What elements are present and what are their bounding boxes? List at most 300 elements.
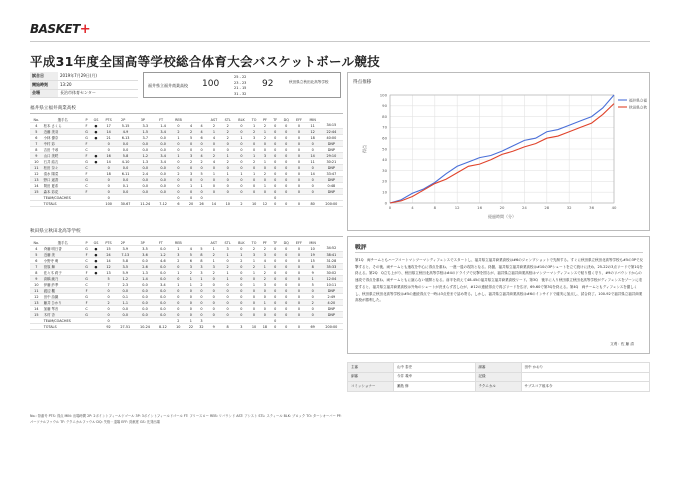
stat-cell: 田中 詩織 xyxy=(43,294,83,300)
stat-cell: ● xyxy=(90,252,101,258)
stat-cell: 0 xyxy=(270,306,280,312)
stat-cell: 小林 優奈 xyxy=(43,135,83,141)
stat-cell: 0 xyxy=(306,294,320,300)
column-header: PF xyxy=(260,240,271,246)
stat-cell: 0 xyxy=(234,246,248,252)
y-tick-label: 50 xyxy=(382,146,387,152)
stat-cell xyxy=(30,324,43,330)
stat-cell: 0-0 xyxy=(135,183,155,189)
stat-cell: C xyxy=(83,258,91,264)
quarter-score: 23 - 23 xyxy=(234,80,247,85)
stat-cell: 2 xyxy=(207,252,221,258)
column-header: 選手名 xyxy=(43,240,83,246)
stat-cell: F xyxy=(83,252,91,258)
chart-title: 得点推移 xyxy=(353,80,372,85)
stat-cell: 3 xyxy=(186,264,197,270)
official-role: 副審 xyxy=(475,363,521,373)
y-tick-label: 0 xyxy=(384,200,387,206)
stat-cell: 0 xyxy=(292,177,305,183)
stat-cell: 0 xyxy=(249,141,260,147)
stat-cell: 0-0 xyxy=(135,177,155,183)
stat-cell: ● xyxy=(90,270,101,276)
stat-cell: 0 xyxy=(292,252,305,258)
stat-cell: 0 xyxy=(196,189,207,195)
stat-cell: 3 xyxy=(171,252,186,258)
stat-cell: 0 xyxy=(171,165,186,171)
stat-cell: 0 xyxy=(280,201,292,207)
stat-cell: 0 xyxy=(102,288,116,294)
column-header: BLK xyxy=(234,240,248,246)
stat-cell: 12 xyxy=(306,129,320,135)
stat-cell: 3-6 xyxy=(135,252,155,258)
column-header: DQ xyxy=(280,117,292,123)
stat-cell: 3-9 xyxy=(115,246,135,252)
column-header: MIN xyxy=(306,240,320,246)
stat-cell: 92 xyxy=(102,324,116,330)
stat-cell: 0-1 xyxy=(115,294,135,300)
stat-cell: 0-0 xyxy=(155,135,171,141)
official-role: テクニカル xyxy=(475,382,521,392)
stat-cell: 0 xyxy=(102,183,116,189)
stat-cell: 0 xyxy=(221,288,235,294)
y-tick-label: 100 xyxy=(379,92,387,98)
column-header: GS xyxy=(90,240,101,246)
stat-cell: 1 xyxy=(260,264,271,270)
stat-cell: 2 xyxy=(248,246,259,252)
stat-cell: F xyxy=(83,288,91,294)
column-header: AST xyxy=(207,117,221,123)
stat-cell: 0-0 xyxy=(155,189,171,195)
column-header: REB xyxy=(171,240,186,246)
stat-cell: 石井 結衣 xyxy=(43,159,83,165)
stat-cell: G xyxy=(83,264,91,270)
column-header: FT xyxy=(155,117,167,123)
stat-cell: 0 xyxy=(292,306,305,312)
stat-cell: 0 xyxy=(102,318,116,324)
stat-cell: 0 xyxy=(207,189,221,195)
stat-cell: 4-10 xyxy=(116,159,136,165)
stat-cell: 0 xyxy=(270,129,280,135)
stat-cell: 0 xyxy=(171,189,186,195)
home-team-name: 福井県立福井商業高校 xyxy=(148,83,188,88)
stat-cell: 0 xyxy=(292,123,305,129)
y-tick-label: 40 xyxy=(382,157,387,163)
stat-cell: 1 xyxy=(248,270,259,276)
team2-boxscore xyxy=(30,240,343,330)
stat-cell: 0 xyxy=(207,300,221,306)
stat-cell: 0 xyxy=(171,147,186,153)
column-header: STL xyxy=(221,240,235,246)
stat-cell: 佐々木 莉子 xyxy=(43,270,83,276)
stat-cell: 1-4 xyxy=(155,123,171,129)
stat-cell: 0 xyxy=(102,312,116,318)
stat-cell: 0 xyxy=(234,270,248,276)
stat-cell: 0 xyxy=(221,312,235,318)
stat-cell: 4-9 xyxy=(116,129,136,135)
stat-cell: 0 xyxy=(248,306,259,312)
stat-cell: 0 xyxy=(280,171,292,177)
stat-cell: 1-3 xyxy=(135,270,155,276)
stat-cell: 17 xyxy=(102,123,116,129)
stat-cell: 7 xyxy=(30,264,43,270)
x-tick-label: 12 xyxy=(454,205,460,210)
stat-cell: 1 xyxy=(221,171,234,177)
stat-cell: 0 xyxy=(171,177,186,183)
stat-cell: 0 xyxy=(292,258,305,264)
stat-cell: 10:11 xyxy=(320,282,343,288)
stat-cell: 5 xyxy=(102,276,116,282)
player-row xyxy=(30,324,343,330)
stat-cell: 10 xyxy=(249,201,260,207)
stat-cell: 3 xyxy=(207,264,221,270)
stat-cell: 2 xyxy=(249,159,260,165)
stat-cell: 0 xyxy=(249,165,260,171)
stat-cell: 8 xyxy=(196,258,207,264)
stat-cell: 1 xyxy=(171,282,186,288)
stat-cell: 3-7 xyxy=(135,135,155,141)
stat-cell: 0 xyxy=(234,141,248,147)
stat-cell: 3 xyxy=(186,171,197,177)
stat-cell: 0 xyxy=(270,264,280,270)
stat-cell: 0 xyxy=(280,258,292,264)
stat-cell: 0 xyxy=(260,189,271,195)
stat-cell: 2 xyxy=(102,300,116,306)
stat-cell: 0 xyxy=(102,147,116,153)
stat-cell: 10 xyxy=(248,324,259,330)
stat-cell: 2 xyxy=(207,123,221,129)
stat-cell: 0 xyxy=(171,312,186,318)
stat-cell: 0-0 xyxy=(155,306,171,312)
stat-cell: 0 xyxy=(234,123,248,129)
stat-cell: 40:00 xyxy=(320,135,343,141)
stat-cell: 0 xyxy=(306,189,320,195)
stat-cell: 0 xyxy=(292,171,305,177)
stat-cell: 0 xyxy=(186,165,197,171)
stat-cell: 15 xyxy=(102,246,116,252)
stat-cell: 3 xyxy=(260,153,271,159)
stat-cell: 1 xyxy=(196,276,207,282)
stat-cell: 0 xyxy=(186,195,197,201)
stat-cell: 0 xyxy=(260,288,271,294)
official-name: 田中 かおり xyxy=(521,363,650,373)
stat-cell: 0 xyxy=(221,147,234,153)
stat-cell: 0 xyxy=(270,123,280,129)
stat-cell: 0-0 xyxy=(135,300,155,306)
stat-cell: 0 xyxy=(292,264,305,270)
stat-cell: 1 xyxy=(186,318,197,324)
stat-cell: 2 xyxy=(221,123,234,129)
stat-cell: 中村 彩 xyxy=(43,141,83,147)
stat-cell: DNP xyxy=(320,189,343,195)
stat-cell: 0 xyxy=(270,165,280,171)
stat-cell: 1 xyxy=(260,183,271,189)
stat-cell: 0 xyxy=(280,288,292,294)
stat-cell: 0 xyxy=(270,312,280,318)
stat-cell: 0 xyxy=(248,312,259,318)
stat-cell: 0-0 xyxy=(135,141,155,147)
stat-cell: 0 xyxy=(280,183,292,189)
stat-cell: 11 xyxy=(30,165,43,171)
stat-cell: 0 xyxy=(280,147,292,153)
stat-cell: 1 xyxy=(221,270,235,276)
stat-cell: 0 xyxy=(171,276,186,282)
stat-cell: 0 xyxy=(171,159,186,165)
stat-cell: 松本 さくら xyxy=(43,123,83,129)
stat-cell: 1 xyxy=(207,129,221,135)
info-value: 13:20 xyxy=(58,81,138,90)
stat-cell: ● xyxy=(90,135,101,141)
stat-cell: 15 xyxy=(306,258,320,264)
column-header: 2P xyxy=(115,240,130,246)
stat-cell: G xyxy=(83,135,91,141)
stat-cell: 0 xyxy=(186,147,197,153)
stat-cell: 0 xyxy=(171,141,186,147)
stat-cell: 0-0 xyxy=(116,165,136,171)
stat-cell: 0-0 xyxy=(116,141,136,147)
stat-cell: 2 xyxy=(260,270,271,276)
stat-cell: 1-1 xyxy=(115,300,135,306)
stat-cell: 3 xyxy=(221,246,235,252)
quarter-scores xyxy=(234,75,246,97)
y-tick-label: 90 xyxy=(382,103,387,109)
team2-divider xyxy=(30,236,343,237)
stat-cell: 0 xyxy=(292,165,305,171)
stat-cell: 20 xyxy=(186,201,197,207)
column-header: GS xyxy=(90,117,101,123)
stat-cell: 2-4 xyxy=(135,171,155,177)
stat-cell: 0 xyxy=(234,312,248,318)
stat-cell: 2 xyxy=(171,171,186,177)
stat-cell: 5 xyxy=(30,252,43,258)
official-name: 瀬島 修 xyxy=(394,382,476,392)
stat-cell: 31:28 xyxy=(320,258,343,264)
stat-cell: 0 xyxy=(102,294,116,300)
stat-cell: 10 xyxy=(221,201,234,207)
basket-logo: BASKET+ xyxy=(30,22,91,37)
stat-cell: 0 xyxy=(171,300,186,306)
page-title: 平成31年度全国高等学校総合体育大会バスケットボール競技 xyxy=(30,54,380,69)
official-name: 今井 義幸 xyxy=(394,372,476,382)
quarter-score: 21 - 15 xyxy=(234,86,247,90)
stat-cell: 1 xyxy=(186,282,197,288)
stat-cell: 6 xyxy=(30,135,43,141)
info-value: 2019年7月29日(月) xyxy=(58,72,138,81)
stat-cell: G xyxy=(83,177,91,183)
column-header: TO xyxy=(248,240,259,246)
stat-cell: 13 xyxy=(30,300,43,306)
stat-cell: 2-3 xyxy=(115,282,135,288)
review-body: 第1Q 両チームともハーフコートマンツーマンディフェンスでスタートし、福井県立福井商業高校は#6のジャンプショットで先制する。すぐに秋田県立秋田北高等学校も#5の3Pで反撃すると、その後、両チームとも速攻を中心に得点を重ね、一進一退の攻防となる。終盤、福井県立福井商業高校は#10の3Pシュートを立て続けに決め、25-22の3点リードで第1Qを終える。第2Q Q立ち上がり、秋田県立秋田北高等学校は#4のドライブで反撃を図るが、福井県立福井商業高校はマンツーマンディフェンスで粘り強く守り、#9のリバウンドからの速攻で得点を重ね、両チームともに譲らない展開となる。前半を終えて48-45の福井県立福井商業高校リード。第3Q 後半に入り秋田県立秋田北高等学校がディフェンスをゾーンに変更すると、福井県立福井商業高校は外角のシュートが決まらず苦しむが、#12の連続得点で再びリードを広げ、69-60で第3Qを終える。第4Q 両チームともディフェンスを激しくし、秋田県立秋田北高等学校は#5の連続得点で一時は3点差まで詰め寄る。しかし、福井県立福井商業高校は#6のインサイドで確実に加点し、試合終了。100-92で福井県立福井商業高校が勝利した。 xyxy=(355,258,643,303)
stat-cell: 7 xyxy=(30,141,43,147)
info-row-venue xyxy=(30,89,138,98)
stat-cell: 0 xyxy=(102,306,116,312)
stat-cell: 2 xyxy=(196,282,207,288)
stat-cell: 1-2 xyxy=(135,153,155,159)
stat-cell: 木村 杏 xyxy=(43,312,83,318)
stat-cell: 11 xyxy=(30,288,43,294)
stat-cell: 0 xyxy=(270,147,280,153)
stat-cell: 0 xyxy=(292,312,305,318)
stat-cell: 0 xyxy=(207,177,221,183)
stat-cell: 0 xyxy=(186,306,197,312)
stat-cell: 2 xyxy=(221,129,234,135)
stat-cell: 0 xyxy=(186,312,197,318)
stat-cell: 6 xyxy=(30,258,43,264)
stat-cell: 1-5 xyxy=(135,129,155,135)
x-tick-label: 0 xyxy=(388,205,392,210)
stat-cell: 0 xyxy=(207,147,221,153)
stat-cell: 0 xyxy=(234,153,248,159)
stat-cell: 0-0 xyxy=(155,246,171,252)
stat-cell: 0 xyxy=(234,288,248,294)
stat-cell: 33:47 xyxy=(320,171,343,177)
stat-cell: 1 xyxy=(234,135,248,141)
stat-cell: 0 xyxy=(306,288,320,294)
officials-row xyxy=(348,363,650,373)
quarter-score: 25 - 22 xyxy=(234,75,247,79)
stat-cell: 14 xyxy=(30,183,43,189)
stat-cell: 5-9 xyxy=(115,270,135,276)
stat-cell: 近藤 美 xyxy=(43,252,83,258)
column-header: FT xyxy=(155,240,167,246)
home-score: 100 xyxy=(202,79,220,89)
stat-cell: 0 xyxy=(102,141,116,147)
stat-cell: 2 xyxy=(207,153,221,159)
stat-cell: 0-1 xyxy=(116,183,136,189)
x-tick-label: 8 xyxy=(433,205,437,210)
stat-cell: 1 xyxy=(171,153,186,159)
stat-cell: 4 xyxy=(260,258,271,264)
stat-cell: 1 xyxy=(249,153,260,159)
stat-cell: 0 xyxy=(171,288,186,294)
stat-cell: 4 xyxy=(186,246,197,252)
stat-cell: ● xyxy=(90,258,101,264)
stat-cell: 0 xyxy=(207,141,221,147)
officials-table xyxy=(347,362,650,392)
stat-cell: DNP xyxy=(320,306,343,312)
stat-cell: 3-5 xyxy=(115,264,135,270)
stat-cell: 0 xyxy=(270,318,280,324)
stat-cell: 2 xyxy=(249,129,260,135)
stat-cell: 0 xyxy=(196,147,207,153)
stat-cell: 10 xyxy=(171,324,186,330)
stat-cell: 200:00 xyxy=(320,201,343,207)
official-name xyxy=(521,372,650,382)
stat-cell: 0 xyxy=(234,129,248,135)
stat-cell: 4 xyxy=(207,135,221,141)
stat-cell: 0-0 xyxy=(155,141,171,147)
stat-cell: 2 xyxy=(186,129,197,135)
stat-cell: 34:52 xyxy=(320,246,343,252)
stat-cell: 0-0 xyxy=(115,288,135,294)
stat-cell: 0-0 xyxy=(135,294,155,300)
stat-cell: 3 xyxy=(260,252,271,258)
legend-label: 秋田県立秋 xyxy=(629,105,647,110)
stat-cell: 3-4 xyxy=(155,129,171,135)
stat-cell: 5 xyxy=(186,135,197,141)
stat-cell: 0 xyxy=(207,282,221,288)
stat-cell: DNP xyxy=(320,177,343,183)
stat-cell: 0 xyxy=(270,183,280,189)
y-tick-label: 60 xyxy=(382,135,387,141)
column-header: EFF xyxy=(292,117,305,123)
stat-cell: 0 xyxy=(249,189,260,195)
stat-cell: 0 xyxy=(102,189,116,195)
stat-cell: 0 xyxy=(280,312,292,318)
x-tick-label: 4 xyxy=(411,205,414,210)
stat-cell: 0 xyxy=(292,276,305,282)
stat-cell: 1 xyxy=(249,123,260,129)
stat-cell: 渡辺 楓 xyxy=(43,288,83,294)
stat-cell: 0 xyxy=(292,324,305,330)
stat-cell: 0 xyxy=(306,165,320,171)
stat-cell: 15 xyxy=(30,312,43,318)
stat-cell xyxy=(83,201,91,207)
stat-cell: 0-0 xyxy=(155,276,171,282)
stat-cell: 0 xyxy=(260,147,271,153)
stat-cell: 0 xyxy=(260,141,271,147)
stat-cell: 0 xyxy=(207,276,221,282)
stat-cell: 0 xyxy=(171,183,186,189)
score-chart-panel xyxy=(347,72,650,231)
stat-cell: 16 xyxy=(102,153,116,159)
stat-cell: 0 xyxy=(186,294,197,300)
stat-cell: 7-12 xyxy=(155,201,171,207)
stat-cell: 0 xyxy=(186,177,197,183)
stat-cell: 0-0 xyxy=(155,171,171,177)
stat-cell: 0-0 xyxy=(116,189,136,195)
stat-cell: 加藤 琴音 xyxy=(43,306,83,312)
stat-cell: 11 xyxy=(306,123,320,129)
stat-cell: 0 xyxy=(280,276,292,282)
stat-cell: 0-0 xyxy=(155,183,171,189)
stat-cell: G xyxy=(83,129,91,135)
stat-cell: 10 xyxy=(30,159,43,165)
stat-cell: 200:00 xyxy=(320,324,343,330)
stat-cell: 0 xyxy=(280,159,292,165)
column-header: 3P xyxy=(135,240,150,246)
stat-cell xyxy=(30,201,43,207)
stat-cell: 0 xyxy=(249,177,260,183)
stat-cell: 0 xyxy=(280,252,292,258)
stat-cell: 0 xyxy=(221,258,235,264)
info-row-date xyxy=(30,72,138,81)
column-header: BLK xyxy=(234,117,248,123)
stat-cell: 0 xyxy=(270,159,280,165)
stat-cell: TOTALS xyxy=(43,201,83,207)
stat-cell: 0 xyxy=(270,189,280,195)
stat-cell: 80 xyxy=(306,201,320,207)
column-header: 3P xyxy=(135,117,150,123)
stat-cell: ● xyxy=(90,129,101,135)
stat-cell: 0 xyxy=(249,183,260,189)
stat-cell: F xyxy=(83,189,91,195)
stat-cell: 2 xyxy=(186,270,197,276)
stat-cell: 14 xyxy=(306,171,320,177)
stat-cell: ● xyxy=(90,159,101,165)
stat-cell: 3 xyxy=(196,270,207,276)
stat-cell: 3 xyxy=(234,324,248,330)
stat-cell: DNP xyxy=(320,312,343,318)
stat-cell: 0 xyxy=(260,165,271,171)
stat-cell: 0 xyxy=(221,183,234,189)
stat-cell: 0 xyxy=(306,147,320,153)
stat-cell: 0 xyxy=(306,177,320,183)
stat-cell: 8-12 xyxy=(155,324,171,330)
stat-cell: C xyxy=(83,306,91,312)
official-role: 記録 xyxy=(475,372,521,382)
stat-cell: 小野寺 萌 xyxy=(43,258,83,264)
